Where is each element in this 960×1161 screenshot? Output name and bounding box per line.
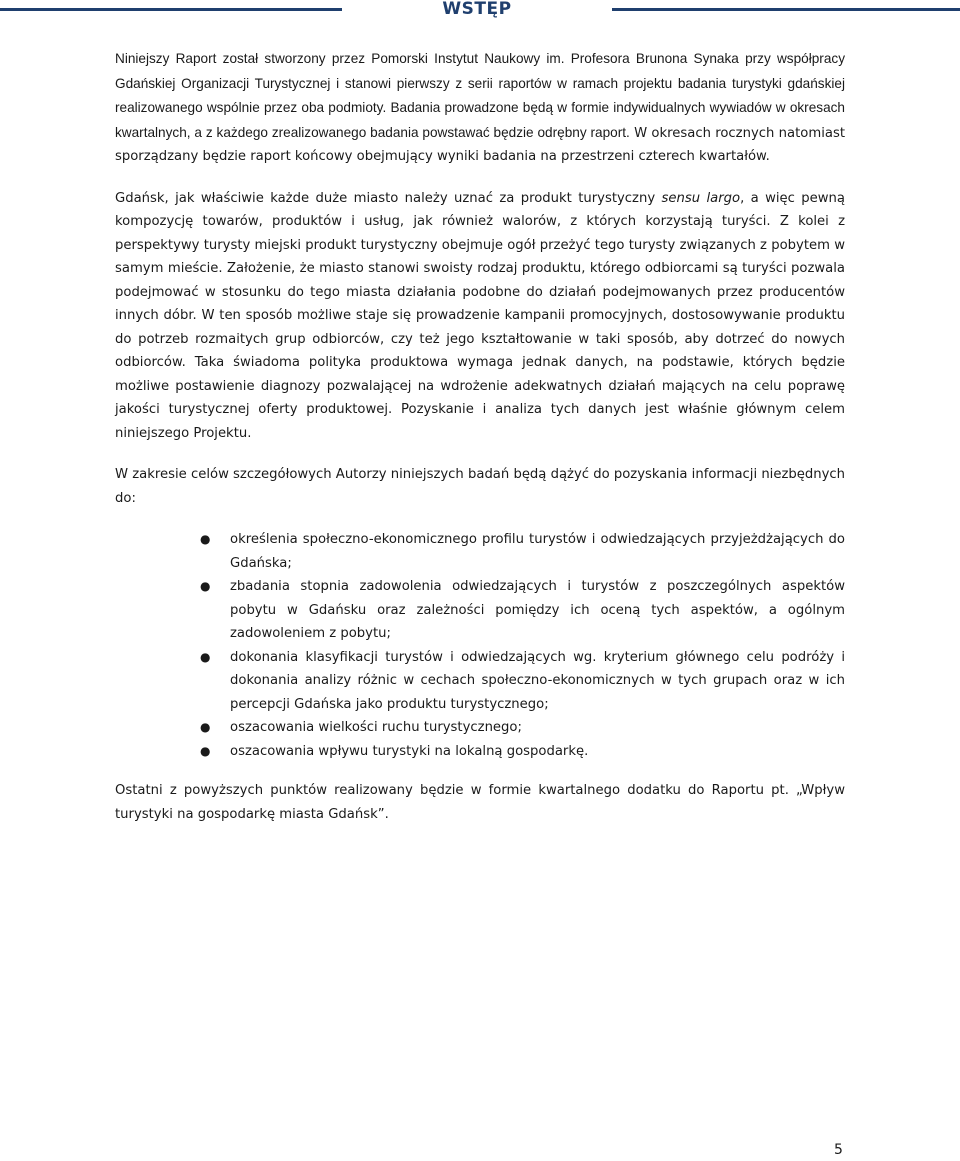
list-item-text: określenia społeczno-ekonomicznego profilu turystów i odwiedzających przyjeżdżających do Gdańska; xyxy=(230,532,845,571)
header-rule-right xyxy=(612,8,960,11)
paragraph-intro-part-a: Niniejszy Raport został stworzony przez Pomorski Instytut Naukowy im. Profesora Brunona Synaka przy współpracy Gdańskiej Organizacji Turystycznej i stanowi pierwszy z serii raportów w ramach projektu badania turystyki gdańskiej realizowanego wspólnie przez oba podmioty. Badania prowadzone będą w formie indywidualnych wywiadów w okresach kwartalnych, a z każdego zrealizowanego badania powstawać będzie odrębny raport. xyxy=(115,51,845,140)
list-item xyxy=(200,716,845,740)
paragraph-intro xyxy=(115,47,845,169)
header-rule-left xyxy=(0,8,342,11)
paragraph-product xyxy=(115,187,845,446)
paragraph-intro-part-b: W okresach rocznych natomiast sporządzany będzie raport końcowy obejmujący wyniki badania na przestrzeni czterech kwartałów. xyxy=(115,125,845,164)
goals-list xyxy=(115,528,845,763)
section-title: WSTĘP xyxy=(442,0,512,19)
list-item xyxy=(200,575,845,646)
list-item-text: dokonania klasyfikacji turystów i odwiedzających wg. kryterium głównego celu podróży i dokonania analizy różnic w cechach społeczno-ekonomicznych w tych grupach oraz w ich percepcji Gdańska jako produktu turystycznego; xyxy=(230,649,845,712)
bullet-icon: ● xyxy=(200,649,211,664)
list-item xyxy=(200,646,845,717)
paragraph-product-italic: sensu largo xyxy=(661,190,741,206)
bullet-icon: ● xyxy=(200,743,211,758)
document-body xyxy=(115,47,845,844)
page-number: 5 xyxy=(834,1142,843,1158)
page-header xyxy=(0,0,960,24)
list-item xyxy=(200,740,845,764)
paragraph-goals-intro: W zakresie celów szczegółowych Autorzy niniejszych badań będą dążyć do pozyskania informacji niezbędnych do: xyxy=(115,467,845,506)
paragraph-product-part-a: Gdańsk, jak właściwie każde duże miasto należy uznać za produkt turystyczny xyxy=(115,190,662,206)
paragraph-closing: Ostatni z powyższych punktów realizowany będzie w formie kwartalnego dodatku do Raportu pt. „Wpływ turystyki na gospodarkę miasta Gdańsk”. xyxy=(115,783,845,822)
bullet-icon: ● xyxy=(200,532,211,546)
list-item-text: zbadania stopnia zadowolenia odwiedzających i turystów z poszczególnych aspektów pobytu w Gdańsku oraz zależności pomiędzy ich oceną tych aspektów, a ogólnym zadowoleniem z pobytu; xyxy=(230,579,845,641)
paragraph-product-part-b: , a więc pewną kompozycję towarów, produktów i usług, jak również walorów, z których korzystają turyści. Z kolei z perspektywy turysty miejski produkt turystyczny obejmuje ogół przeżyć tego turysty związanych z pobytem w samym mieście. Założenie, że miasto stanowi swoisty rodzaj produktu, którego odbiorcami są turyści pozwala podejmować w stosunku do tego miasta działania podobne do działań podejmowanych przez producentów innych dóbr. W ten sposób możliwe staje się prowadzenie kampanii promocyjnych, dostosowywanie produktu do potrzeb rozmaitych grup odbiorców, czy też jego kształtowanie w taki sposób, aby dotrzeć do nowych odbiorców. Taka świadoma polityka produktowa wymaga jednak danych, na podstawie, których będzie możliwe postawienie diagnozy pozwalającej na wdrożenie adekwatnych działań mających na celu poprawę jakości turystycznej oferty produktowej. Pozyskanie i analiza tych danych jest właśnie głównym celem niniejszego Projektu. xyxy=(115,190,845,441)
list-item xyxy=(200,528,845,575)
list-item-text: oszacowania wpływu turystyki na lokalną gospodarkę. xyxy=(230,743,589,759)
bullet-icon: ● xyxy=(200,579,211,593)
list-item-text: oszacowania wielkości ruchu turystycznego; xyxy=(230,720,522,735)
bullet-icon: ● xyxy=(200,720,211,734)
